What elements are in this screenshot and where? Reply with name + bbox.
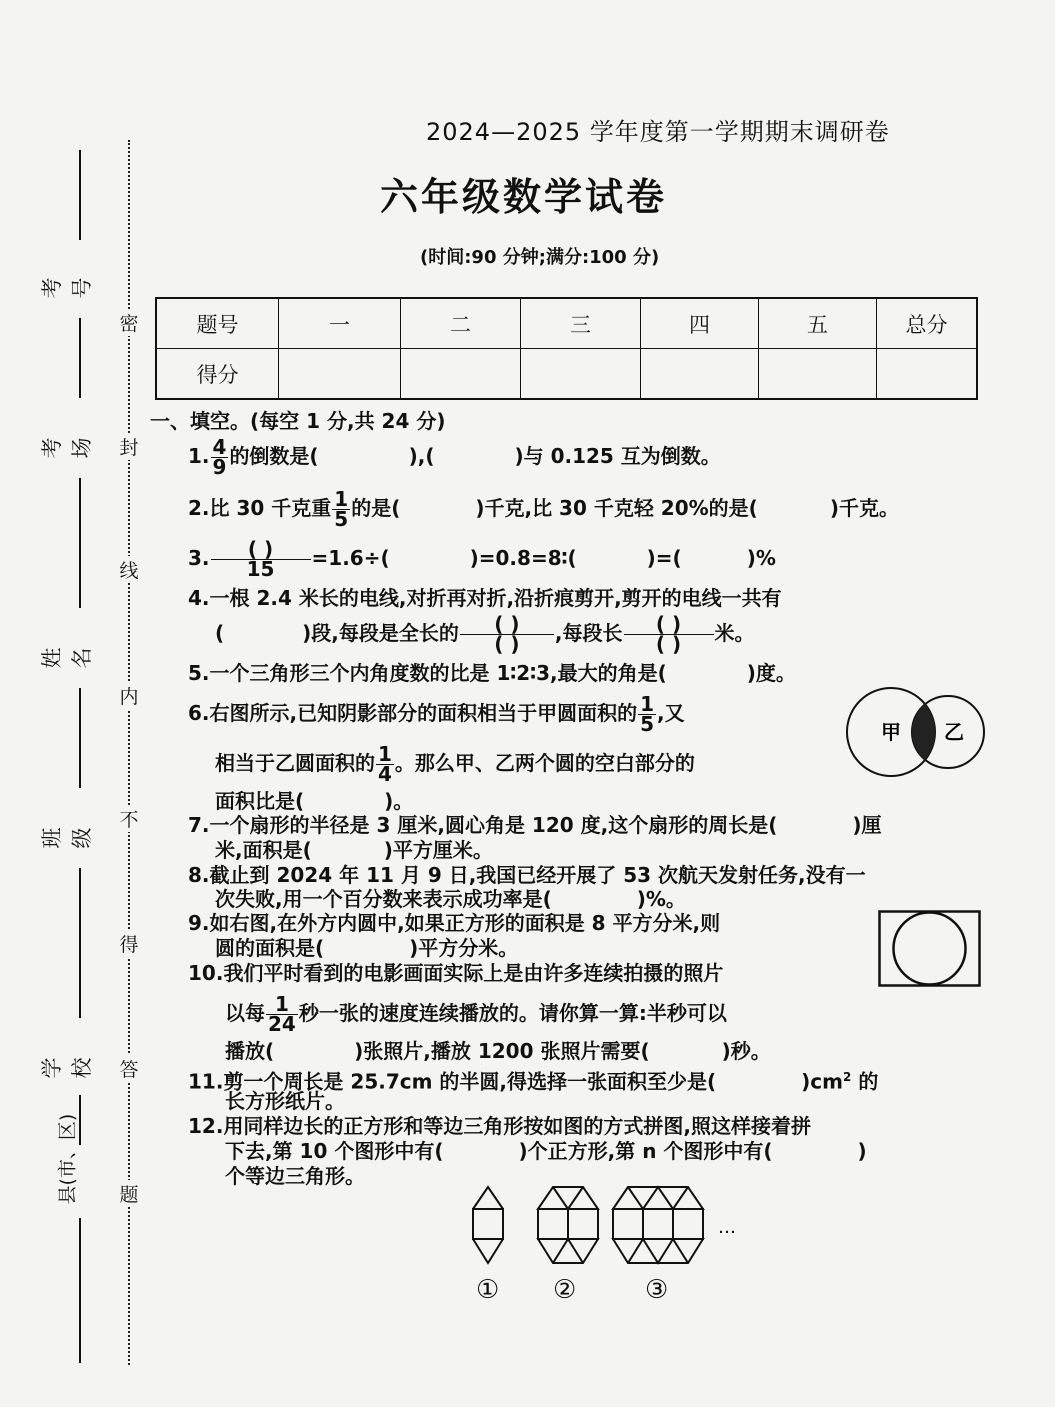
question-text: )平方分米。 <box>409 936 519 960</box>
question-10 <box>188 960 723 986</box>
score-header-cell: 四 <box>641 298 759 349</box>
question-text: 长方形纸片。 <box>225 1089 345 1113</box>
question-number: 7. <box>188 813 210 837</box>
question-number: 12. <box>188 1114 224 1138</box>
denominator: 5 <box>334 507 349 531</box>
question-7-line2 <box>215 837 493 863</box>
question-text: 以每 <box>225 1001 265 1025</box>
denominator: 15 <box>246 557 275 581</box>
superscript: 2 <box>843 1070 852 1084</box>
field-line <box>79 318 81 398</box>
question-number: 1. <box>188 444 210 468</box>
field-label-name: 姓名 <box>40 647 94 669</box>
question-8-line2 <box>215 886 686 912</box>
score-value-row <box>156 349 977 400</box>
score-header-cell: 总分 <box>877 298 978 349</box>
exam-subtitle: (时间:90 分钟;满分:100 分) <box>420 247 660 268</box>
denominator: 4 <box>378 762 392 786</box>
score-header-cell: 五 <box>759 298 877 349</box>
question-6-line3 <box>215 788 413 814</box>
score-header-cell: 三 <box>521 298 641 349</box>
question-number: 5. <box>188 661 210 685</box>
question-text: ,又 <box>657 701 685 725</box>
question-text: 秒一张的速度连续播放的。请你算一算:半秒可以 <box>298 1001 727 1025</box>
field-line <box>79 478 81 608</box>
question-text: 比 30 千克重 <box>209 496 332 520</box>
question-text: )段,每段是全长的 <box>302 621 459 645</box>
score-cell[interactable] <box>521 349 641 400</box>
field-label-class: 班级 <box>40 827 94 849</box>
denominator: 24 <box>268 1012 296 1036</box>
fraction <box>211 537 311 581</box>
question-text: 剪一个周长是 25.7cm 的半圆,得选择一张面积至少是( <box>223 1069 717 1094</box>
section-heading: 一、填空。(每空 1 分,共 24 分) <box>150 409 446 433</box>
venn-circles-figure <box>838 683 988 783</box>
question-text: 的是( <box>351 496 401 520</box>
question-number: 11. <box>188 1069 224 1094</box>
field-label-exam-room: 考场 <box>40 437 94 459</box>
score-header-cell: 一 <box>279 298 401 349</box>
question-text: )%。 <box>636 887 686 911</box>
fraction-blank[interactable] <box>624 612 714 656</box>
pattern-shape-1 <box>473 1187 503 1263</box>
question-text: 一根 2.4 米长的电线,对折再对折,沿折痕剪开,剪开的电线一共有 <box>209 586 782 610</box>
question-3 <box>188 537 776 581</box>
question-text: )千克,比 30 千克轻 20%的是( <box>475 496 758 520</box>
question-8 <box>188 862 866 888</box>
fraction <box>332 487 350 531</box>
question-text: 米。 <box>714 621 755 645</box>
question-2 <box>188 487 899 531</box>
question-4 <box>188 585 782 611</box>
exam-supertitle: 2024—2025 学年度第一学期期末调研卷 <box>426 118 890 146</box>
denominator: ( ) <box>655 632 682 656</box>
question-text: 如右图,在外方内圆中,如果正方形的面积是 8 平方分米,则 <box>209 911 721 935</box>
seal-char: 内 <box>116 682 142 709</box>
question-text: 下去,第 10 个图形中有( <box>225 1139 444 1163</box>
seal-char: 不 <box>116 805 142 832</box>
question-text: 米,面积是( <box>215 838 312 862</box>
question-11-line2 <box>225 1088 345 1114</box>
question-text: 播放( <box>225 1039 275 1063</box>
fraction <box>638 692 656 736</box>
numerator: ( ) <box>211 540 311 560</box>
question-9-line2 <box>215 935 518 961</box>
fraction <box>376 742 394 786</box>
question-10-line3 <box>225 1038 771 1064</box>
seal-char: 题 <box>116 1180 142 1207</box>
seal-char: 线 <box>116 556 142 583</box>
question-text: )度。 <box>746 661 796 685</box>
fraction-blank[interactable] <box>460 612 554 656</box>
question-text: 个等边三角形。 <box>225 1164 365 1188</box>
figure-label-1: ① <box>476 1275 500 1305</box>
question-text: 次失败,用一个百分数来表示成功率是( <box>215 887 552 911</box>
question-text: 面积比是( <box>215 789 305 813</box>
score-cell[interactable] <box>877 349 978 400</box>
field-label-county: 县(市、区) <box>56 1113 79 1205</box>
question-text: 相当于乙圆面积的 <box>215 751 375 775</box>
field-line <box>79 1218 81 1363</box>
question-text: )张照片,播放 1200 张照片需要( <box>354 1039 650 1063</box>
question-number: 6. <box>188 701 210 725</box>
question-text: ,每段长 <box>554 621 623 645</box>
question-7 <box>188 812 882 838</box>
question-4-line2 <box>215 612 755 656</box>
square-circle-figure <box>878 910 982 988</box>
question-text: )与 0.125 互为倒数。 <box>514 444 721 468</box>
question-12-line3 <box>225 1163 365 1189</box>
figure-label-2: ② <box>553 1275 577 1305</box>
seal-char: 得 <box>116 930 142 957</box>
numerator: 1 <box>266 995 298 1015</box>
question-text: )个正方形,第 n 个图形中有( <box>518 1139 773 1163</box>
field-line <box>79 688 81 788</box>
score-header-row <box>156 298 977 349</box>
pattern-ellipsis: … <box>718 1217 736 1238</box>
question-number: 10. <box>188 961 224 985</box>
fraction <box>266 992 298 1036</box>
numerator: 1 <box>640 692 655 716</box>
seal-char: 封 <box>116 433 142 460</box>
question-text: 。那么甲、乙两个圆的空白部分的 <box>394 751 695 775</box>
question-text: 用同样边长的正方形和等边三角形按如图的方式拼图,照这样接着拼 <box>223 1114 812 1138</box>
question-6-line2 <box>215 742 695 786</box>
question-12 <box>188 1113 811 1139</box>
question-text: )秒。 <box>721 1039 771 1063</box>
question-text: )% <box>746 546 776 570</box>
fraction <box>211 435 229 479</box>
question-1 <box>188 435 721 479</box>
denominator: 5 <box>640 712 655 736</box>
field-label-exam-number: 考号 <box>40 277 94 299</box>
figure-label-3: ③ <box>645 1275 669 1305</box>
field-label-school: 学校 <box>40 1057 94 1079</box>
question-text: )cm <box>801 1069 843 1094</box>
question-number: 3. <box>188 546 210 570</box>
seal-char: 密 <box>116 309 142 336</box>
question-text: 一个扇形的半径是 3 厘米,圆心角是 120 度,这个扇形的周长是( <box>209 813 778 837</box>
circle-label-yi: 乙 <box>944 720 964 744</box>
denominator: ( ) <box>494 632 520 656</box>
question-text: ( <box>215 621 225 645</box>
field-line <box>79 150 81 240</box>
question-text: ),( <box>408 444 435 468</box>
question-number: 4. <box>188 586 210 610</box>
seal-char: 答 <box>116 1055 142 1082</box>
question-6 <box>188 692 685 736</box>
question-text: )=( <box>646 546 682 570</box>
score-cell[interactable] <box>759 349 877 400</box>
question-10-line2 <box>225 992 727 1036</box>
question-12-line2 <box>225 1138 867 1164</box>
question-number: 9. <box>188 911 210 935</box>
numerator: 1 <box>378 742 392 766</box>
question-text: 的 <box>851 1069 879 1094</box>
score-table <box>155 297 978 400</box>
question-text: 的倒数是( <box>229 444 319 468</box>
question-text: )厘 <box>852 813 882 837</box>
question-text: 一个三角形三个内角度数的比是 1∶2∶3,最大的角是( <box>209 661 667 685</box>
score-header-cell: 题号 <box>156 298 279 349</box>
question-text: )。 <box>384 789 414 813</box>
question-text: =1.6÷( <box>311 546 390 570</box>
denominator: 9 <box>212 455 227 479</box>
numerator: 4 <box>212 435 227 459</box>
score-row-label: 得分 <box>156 349 279 400</box>
field-line <box>79 868 81 1018</box>
pattern-shape-3 <box>613 1187 703 1263</box>
numerator: 1 <box>334 487 349 511</box>
score-cell[interactable] <box>641 349 759 400</box>
question-number: 2. <box>188 496 210 520</box>
question-text: )=0.8=8∶( <box>469 546 577 570</box>
score-cell[interactable] <box>279 349 401 400</box>
exam-title: 六年级数学试卷 <box>380 175 668 219</box>
question-text: 截止到 2024 年 11 月 9 日,我国已经开展了 53 次航天发射任务,没有一 <box>209 863 866 887</box>
question-text: )平方厘米。 <box>383 838 493 862</box>
question-text: 圆的面积是( <box>215 936 325 960</box>
question-9 <box>188 910 720 936</box>
question-text: 右图所示,已知阴影部分的面积相当于甲圆面积的 <box>209 701 638 725</box>
score-header-cell: 二 <box>401 298 521 349</box>
question-number: 8. <box>188 863 210 887</box>
question-text: ) <box>857 1139 867 1163</box>
score-cell[interactable] <box>401 349 521 400</box>
numerator: ( ) <box>624 615 714 635</box>
pattern-figure <box>460 1183 760 1313</box>
numerator: ( ) <box>460 615 554 635</box>
question-text: )千克。 <box>829 496 899 520</box>
question-text: 我们平时看到的电影画面实际上是由许多连续拍摄的照片 <box>223 961 724 985</box>
pattern-shape-2 <box>538 1187 598 1263</box>
circle-label-jia: 甲 <box>881 720 901 744</box>
question-5 <box>188 660 796 686</box>
inner-circle <box>894 913 966 985</box>
